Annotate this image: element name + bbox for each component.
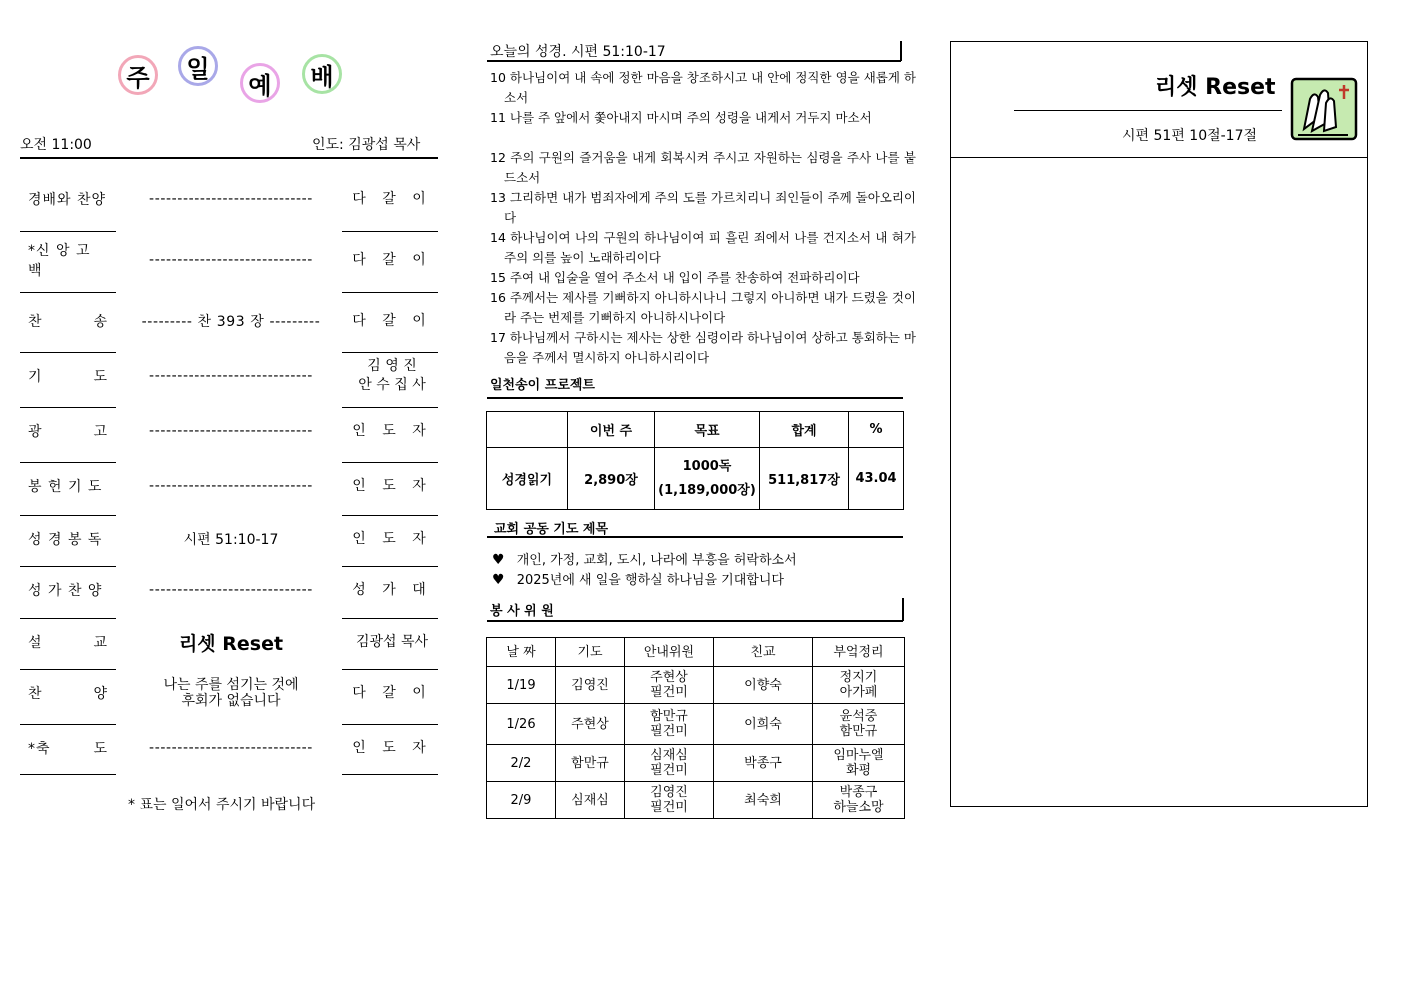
order-item-name bbox=[20, 179, 116, 219]
order-item-detail bbox=[120, 179, 342, 219]
service-cell-text: 1/26 bbox=[506, 716, 536, 732]
order-detail-text: ----------------------------- bbox=[149, 478, 313, 494]
verse-line: 17 하나님께서 구하시는 제사는 상한 심령이라 하나님이여 상하고 통회하는 마음을 주께서 멸시하지 아니하시리이다 bbox=[490, 330, 916, 365]
order-leader-line: 김 영 진 bbox=[367, 358, 417, 374]
order-item-name bbox=[20, 519, 116, 559]
project-row-total: 511,817장 bbox=[760, 448, 849, 510]
order-item-detail bbox=[120, 411, 342, 451]
order-name-part: 교 bbox=[93, 635, 108, 651]
order-item-name bbox=[20, 411, 116, 451]
order-leader-underline bbox=[342, 515, 438, 516]
service-cell-text: 임마누엘 bbox=[833, 748, 884, 763]
service-cell-text: 필건미 bbox=[650, 800, 688, 815]
service-cell-text: 김영진 bbox=[571, 677, 609, 693]
service-cell-text: 필건미 bbox=[650, 763, 688, 778]
heart-icon: ♥ bbox=[492, 552, 505, 568]
order-item-leader bbox=[346, 411, 438, 451]
title-char-3: 예 bbox=[240, 63, 280, 103]
order-item-detail bbox=[120, 519, 342, 559]
header-divider bbox=[20, 157, 438, 159]
project-header-total: 합계 bbox=[760, 412, 849, 448]
order-name-underline bbox=[20, 618, 116, 619]
service-cell bbox=[813, 745, 905, 782]
order-name-underline bbox=[20, 566, 116, 567]
service-cell bbox=[556, 782, 625, 819]
prayer-item-2 bbox=[492, 569, 784, 588]
service-cell-text: 주현상 bbox=[571, 716, 609, 732]
footnote: * 표는 일어서 주시기 바랍니다 bbox=[128, 797, 316, 813]
order-detail-text: ----------------------------- bbox=[149, 368, 313, 384]
service-cell-text: 화평 bbox=[845, 763, 872, 778]
prayer-item-1 bbox=[492, 549, 797, 568]
order-name-part: 기 bbox=[28, 369, 43, 385]
order-name-part: 도 bbox=[93, 369, 108, 385]
service-cell-text: 박종구 bbox=[744, 755, 782, 771]
service-cell-text: 이희숙 bbox=[744, 716, 782, 732]
order-name-text: *신 앙 고 백 bbox=[28, 243, 91, 279]
order-item-leader bbox=[346, 179, 438, 219]
prayer-title: 교회 공동 기도 제목 bbox=[494, 522, 609, 537]
order-name-underline bbox=[20, 724, 116, 725]
service-cell bbox=[813, 667, 905, 704]
service-header-row bbox=[487, 638, 905, 667]
order-row bbox=[20, 179, 438, 219]
heart-icon: ♥ bbox=[492, 572, 505, 588]
order-leader-text: 다 갈 이 bbox=[352, 312, 432, 329]
service-cell-text: 정지기 bbox=[839, 670, 878, 685]
order-name-part: 설 bbox=[28, 635, 43, 651]
service-cell bbox=[487, 782, 556, 819]
service-header-fellow: 친교 bbox=[714, 638, 813, 667]
verse-line: 16 주께서는 제사를 기뻐하지 아니하시나니 그렇지 아니하면 내가 드렸을 것이라 주는 번제를 기뻐하지 아니하시나이다 bbox=[490, 290, 916, 325]
order-name-underline bbox=[20, 407, 116, 408]
sermon-title-line bbox=[1014, 110, 1282, 111]
order-name-part: 양 bbox=[93, 686, 108, 702]
project-row-pct: 43.04 bbox=[849, 448, 904, 510]
service-header-pray: 기도 bbox=[556, 638, 625, 667]
project-title-line bbox=[487, 397, 903, 399]
service-cell bbox=[625, 667, 714, 704]
order-leader-text: 김광섭 목사 bbox=[355, 633, 429, 650]
order-detail-text: ----------------------------- bbox=[149, 191, 313, 207]
service-cell-text: 함만규 bbox=[650, 709, 688, 724]
project-title: 일천송이 프로젝트 bbox=[490, 378, 595, 393]
project-goal-1: 1000독 bbox=[682, 458, 732, 474]
service-cell bbox=[625, 745, 714, 782]
prayer-text-2: 2025년에 새 일을 행하실 하나님을 기대합니다 bbox=[516, 573, 784, 588]
service-header-kitchen: 부엌정리 bbox=[813, 638, 905, 667]
order-leader-line: 안 수 집 사 bbox=[358, 377, 426, 393]
order-name-underline bbox=[20, 292, 116, 293]
service-cell-text: 아가페 bbox=[839, 685, 878, 700]
order-name-underline bbox=[20, 352, 116, 353]
project-header-week: 이번 주 bbox=[568, 412, 655, 448]
order-name-underline bbox=[20, 774, 116, 775]
service-cell-text: 심재심 bbox=[571, 792, 609, 808]
project-row-week: 2,890장 bbox=[568, 448, 655, 510]
title-char-4: 배 bbox=[302, 54, 342, 94]
service-cell-text: 1/19 bbox=[506, 677, 536, 693]
service-cell bbox=[487, 667, 556, 704]
service-cell bbox=[487, 704, 556, 745]
order-row bbox=[20, 411, 438, 451]
service-title-tick bbox=[902, 598, 904, 621]
service-header-guide: 안내위원 bbox=[625, 638, 714, 667]
order-leader-underline bbox=[342, 352, 438, 353]
order-leader-underline bbox=[342, 774, 438, 775]
service-cell bbox=[556, 745, 625, 782]
order-detail-text: 시편 51:10-17 bbox=[183, 532, 279, 548]
order-name-part: 송 bbox=[93, 314, 108, 330]
order-item-detail bbox=[120, 240, 342, 280]
order-item-leader bbox=[346, 673, 438, 713]
order-row bbox=[20, 466, 438, 506]
service-cell-text: 이향숙 bbox=[744, 677, 782, 693]
order-leader-underline bbox=[342, 231, 438, 232]
order-item-detail bbox=[120, 673, 342, 713]
order-row bbox=[20, 570, 438, 610]
order-row bbox=[20, 519, 438, 559]
order-leader-text: 다 갈 이 bbox=[352, 684, 432, 701]
order-detail-line: 나는 주를 섬기는 것에 bbox=[163, 677, 299, 693]
service-cell bbox=[813, 782, 905, 819]
sermon-title: 리셋 Reset bbox=[1155, 75, 1276, 100]
project-row-label: 성경읽기 bbox=[487, 448, 568, 510]
order-item-detail bbox=[120, 466, 342, 506]
project-table bbox=[486, 411, 904, 510]
order-item-leader bbox=[346, 466, 438, 506]
service-title: 봉 사 위 원 bbox=[490, 604, 554, 619]
order-leader-text: 인 도 자 bbox=[352, 422, 432, 439]
verse-line: 14 하나님이여 나의 구원의 하나님이여 피 흘린 죄에서 나를 건지소서 내 혀가 주의 의를 높이 노래하리이다 bbox=[490, 230, 916, 265]
project-header-blank bbox=[487, 412, 568, 448]
order-detail-text: ----------------------------- bbox=[149, 423, 313, 439]
order-name-text: 성 경 봉 독 bbox=[28, 532, 103, 548]
service-cell-text: 필건미 bbox=[650, 685, 688, 700]
verse-line: 13 그리하면 내가 범죄자에게 주의 도를 가르치리니 죄인들이 주께 돌아오리이다 bbox=[490, 190, 916, 225]
order-name-part: 찬 bbox=[28, 686, 43, 702]
order-item-name bbox=[20, 673, 116, 713]
service-cell-text: 하늘소망 bbox=[833, 800, 884, 815]
order-leader-underline bbox=[342, 407, 438, 408]
project-header-goal: 목표 bbox=[655, 412, 760, 448]
order-item-name bbox=[20, 570, 116, 610]
service-cell-text: 함만규 bbox=[839, 724, 878, 739]
order-row bbox=[20, 301, 438, 341]
order-detail-line: 후회가 없습니다 bbox=[181, 693, 281, 709]
prayer-text-1: 개인, 가정, 교회, 도시, 나라에 부흥을 허락하소서 bbox=[516, 553, 797, 568]
scripture-title-tick bbox=[900, 41, 902, 61]
order-leader-text: 인 도 자 bbox=[352, 477, 432, 494]
order-leader-text: 인 도 자 bbox=[352, 530, 432, 547]
service-cell-text: 함만규 bbox=[571, 755, 609, 771]
verse-line: 10 하나님이여 내 속에 정한 마음을 창조하시고 내 안에 정직한 영을 새롭게 하소서 bbox=[490, 70, 916, 105]
order-item-leader bbox=[346, 356, 438, 396]
service-time: 오전 11:00 bbox=[20, 137, 92, 153]
order-item-detail bbox=[120, 728, 342, 768]
order-leader-underline bbox=[342, 724, 438, 725]
order-row bbox=[20, 356, 438, 396]
verse-line: 12 주의 구원의 즐거움을 내게 회복시켜 주시고 자원하는 심령을 주사 나를 붙드소서 bbox=[490, 150, 916, 185]
order-name-underline bbox=[20, 462, 116, 463]
project-row-goal bbox=[655, 448, 760, 510]
order-detail-text: ----------------------------- bbox=[149, 582, 313, 598]
service-cell bbox=[625, 704, 714, 745]
scripture-title-line bbox=[487, 60, 901, 62]
service-cell bbox=[556, 667, 625, 704]
order-name-underline bbox=[20, 231, 116, 232]
service-cell bbox=[813, 704, 905, 745]
order-item-name bbox=[20, 356, 116, 396]
service-cell bbox=[714, 745, 813, 782]
order-name-part: *축 bbox=[28, 741, 51, 757]
service-cell bbox=[714, 782, 813, 819]
service-row bbox=[487, 745, 905, 782]
service-cell bbox=[714, 704, 813, 745]
order-item-name bbox=[20, 301, 116, 341]
order-detail-text: ----------------------------- bbox=[149, 740, 313, 756]
order-name-text: 봉 헌 기 도 bbox=[28, 479, 103, 495]
order-detail-text: --------- 찬 393 장 --------- bbox=[141, 314, 321, 330]
order-detail-text: ----------------------------- bbox=[149, 252, 313, 268]
order-item-detail bbox=[120, 570, 342, 610]
verse-line: 11 나를 주 앞에서 쫓아내지 마시며 주의 성령을 내게서 거두지 마소서 bbox=[490, 110, 872, 125]
service-row bbox=[487, 782, 905, 819]
title-char-1: 주 bbox=[118, 55, 158, 95]
order-row bbox=[20, 622, 438, 662]
order-item-leader bbox=[346, 728, 438, 768]
service-cell-text: 박종구 bbox=[839, 785, 878, 800]
order-detail-text: 리셋 Reset bbox=[178, 632, 284, 655]
service-cell-text: 2/9 bbox=[510, 792, 532, 808]
order-leader-underline bbox=[342, 669, 438, 670]
order-leader-text: 성 가 대 bbox=[352, 581, 432, 598]
order-leader-text: 인 도 자 bbox=[352, 739, 432, 756]
praying-hands-icon bbox=[1290, 77, 1358, 141]
order-item-leader bbox=[346, 240, 438, 280]
order-leader-underline bbox=[342, 292, 438, 293]
service-leader: 인도: 김광섭 목사 bbox=[312, 137, 421, 153]
order-item-leader bbox=[346, 570, 438, 610]
order-item-name bbox=[20, 728, 116, 768]
service-title-line bbox=[487, 620, 903, 622]
prayer-title-line bbox=[487, 536, 903, 538]
service-cell-text: 주현상 bbox=[650, 670, 688, 685]
order-leader-underline bbox=[342, 566, 438, 567]
service-cell-text: 김영진 bbox=[650, 785, 688, 800]
sermon-ref: 시편 51편 10절-17절 bbox=[1122, 128, 1258, 144]
order-name-text: 성 가 찬 양 bbox=[28, 583, 103, 599]
service-cell-text: 2/2 bbox=[510, 755, 532, 771]
service-row bbox=[487, 667, 905, 704]
order-row bbox=[20, 673, 438, 713]
order-leader-text: 다 갈 이 bbox=[352, 251, 432, 268]
service-cell bbox=[556, 704, 625, 745]
service-table bbox=[486, 637, 905, 819]
order-item-leader bbox=[346, 301, 438, 341]
service-cell-text: 윤석중 bbox=[839, 709, 878, 724]
title-char-2: 일 bbox=[178, 46, 218, 86]
order-item-name bbox=[20, 622, 116, 662]
order-leader-text: 다 갈 이 bbox=[352, 190, 432, 207]
order-item-leader bbox=[346, 622, 438, 662]
service-cell-text: 최숙희 bbox=[744, 792, 782, 808]
order-leader-underline bbox=[342, 462, 438, 463]
order-name-part: 고 bbox=[93, 424, 108, 440]
sermon-header-bottom bbox=[950, 157, 1368, 158]
project-goal-2: (1,189,000장) bbox=[658, 482, 756, 498]
service-cell bbox=[625, 782, 714, 819]
order-leader-underline bbox=[342, 618, 438, 619]
order-row bbox=[20, 240, 438, 280]
service-cell bbox=[714, 667, 813, 704]
order-row bbox=[20, 728, 438, 768]
order-item-name bbox=[20, 240, 116, 280]
order-name-part: 도 bbox=[93, 741, 108, 757]
scripture-title: 오늘의 성경. 시편 51:10-17 bbox=[490, 44, 666, 60]
project-header-pct: % bbox=[849, 412, 904, 448]
verse-line: 15 주여 내 입술을 열어 주소서 내 입이 주를 찬송하여 전파하리이다 bbox=[490, 270, 860, 285]
order-item-detail bbox=[120, 356, 342, 396]
order-name-text: 경배와 찬양 bbox=[28, 192, 107, 208]
sermon-panel bbox=[950, 41, 1368, 807]
order-item-detail bbox=[120, 622, 342, 662]
order-item-name bbox=[20, 466, 116, 506]
service-cell-text: 필건미 bbox=[650, 724, 688, 739]
order-name-part: 찬 bbox=[28, 314, 43, 330]
order-item-leader bbox=[346, 519, 438, 559]
order-name-underline bbox=[20, 669, 116, 670]
service-cell bbox=[487, 745, 556, 782]
service-row bbox=[487, 704, 905, 745]
order-name-part: 광 bbox=[28, 424, 43, 440]
service-cell-text: 심재심 bbox=[650, 748, 688, 763]
order-item-detail bbox=[120, 301, 342, 341]
service-header-date: 날 짜 bbox=[487, 638, 556, 667]
order-name-underline bbox=[20, 515, 116, 516]
